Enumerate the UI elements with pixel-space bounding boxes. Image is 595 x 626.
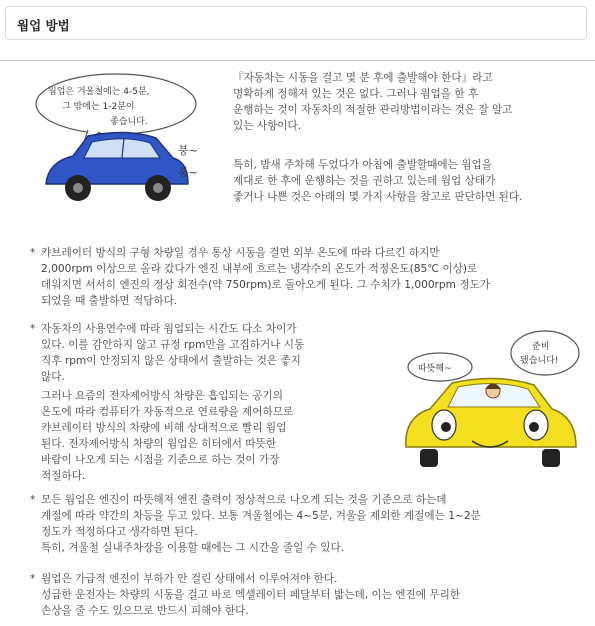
bubble-left-text: 따뜻해~ xyxy=(418,364,452,374)
divider xyxy=(0,60,595,61)
engine-sound-2: 붕~ xyxy=(178,166,198,179)
bullet-marker: * xyxy=(30,247,36,259)
bullet-4-text: 웜업은 가급적 엔진이 부하가 안 걸린 상태에서 이루어져야 한다. 성급한 운전자는 차량의 시동을 걸고 바로 엑셀레이터 페달부터 밟는데, 이는 엔진에 무리한 손상을 줄 수도 있으므로 반드시 피해야 한다. xyxy=(41,573,461,617)
intro-paragraph-2: 특히, 밤새 주차해 두었다가 아침에 출발할때에는 웜업을 제대로 한 후에 운행하는 것을 권하고 있는데 웜업 상태가 좋거나 나쁜 것은 아래의 몇 가지 사항을 참고로 판단하면 된다. xyxy=(233,159,523,203)
pupil xyxy=(441,422,451,432)
bubble-line-3: 좋습니다. xyxy=(110,117,148,127)
bullet-marker: * xyxy=(30,323,36,335)
intro-paragraph-1: 『자동차는 시동을 걸고 몇 분 후에 출발해야 한다』라고 명확하게 정해져 있는 것은 없다. 그러나 웜업을 한 후 운행하는 것이 자동차의 적절한 관리방법이라는 것은 잘 알고 있는 사항이다. xyxy=(233,72,513,132)
hubcap xyxy=(73,183,83,193)
bullet-2-extra-text: 그러나 요즘의 전자제어방식 차량은 흡입되는 공기의 온도에 따라 컴퓨터가 자동적으로 연료량을 제어하므로 캬브레이터 방식의 차량에 비해 상대적으로 빨리 웜업 된다. 전자제어방식 차량의 웜업은 히터에서 따뜻한 바람이 나오게 되는 시점을 기준으로 하는 것이 가장 적절하다. xyxy=(41,390,294,482)
pupil xyxy=(529,422,539,432)
yellow-car-illustration xyxy=(400,325,590,485)
page-title: 웜업 방법 xyxy=(17,18,70,33)
wheel-icon xyxy=(420,449,438,467)
engine-sound-1: 붕~ xyxy=(178,144,198,157)
bullet-2-text: 자동차의 사용연수에 따라 웜업되는 시간도 다소 차이가 있다. 이를 감안하지 않고 규정 rpm만을 고집하거나 시동 직후 rpm이 안정되지 않은 상태에서 출발하는 것은 좋지 않다. xyxy=(41,323,305,383)
blue-car-illustration xyxy=(28,72,218,222)
bubble-line-1: 웜업은 겨울철에는 4-5분, xyxy=(48,87,150,97)
speech-bubble-right xyxy=(511,331,579,375)
bubble-right-line-1: 준비 xyxy=(532,342,550,352)
bullet-1-text: 캬브레이터 방식의 구형 차량일 경우 통상 시동을 걸면 외부 온도에 따라 다르긴 하지만 2,000rpm 이상으로 올라 갔다가 엔진 내부에 흐르는 냉각수의 온도가 적정온도(85℃ 이상)로 데워지면 서서히 엔진의 정상 회전수(약 750rpm)로 돌아오게 된다. 그 수치가 1,000rpm 정도가 되었을 때 출발하면 적당하다. xyxy=(41,247,491,307)
bubble-right-line-2: 됐습니다! xyxy=(520,356,559,366)
bullet-3-text: 모든 웜업은 엔진이 따뜻해져 엔진 출력이 정상적으로 나오게 되는 것을 기준으로 하는데 계절에 따라 약간의 차등을 두고 있다. 보통 겨울철에는 4~5분, 겨울을 제외한 계절에는 1~2분 정도가 적정하다고 생각하면 된다. 특히, 겨울철 실내주차장을 이용할 때에는 그 시간을 줄일 수 있다. xyxy=(41,494,481,554)
hubcap xyxy=(153,183,163,193)
wheel-icon xyxy=(542,449,560,467)
bullet-marker: * xyxy=(30,573,36,585)
title-bar xyxy=(5,6,587,40)
bubble-line-2: 그 밖에는 1-2분이 xyxy=(62,102,135,112)
bullet-marker: * xyxy=(30,494,36,506)
